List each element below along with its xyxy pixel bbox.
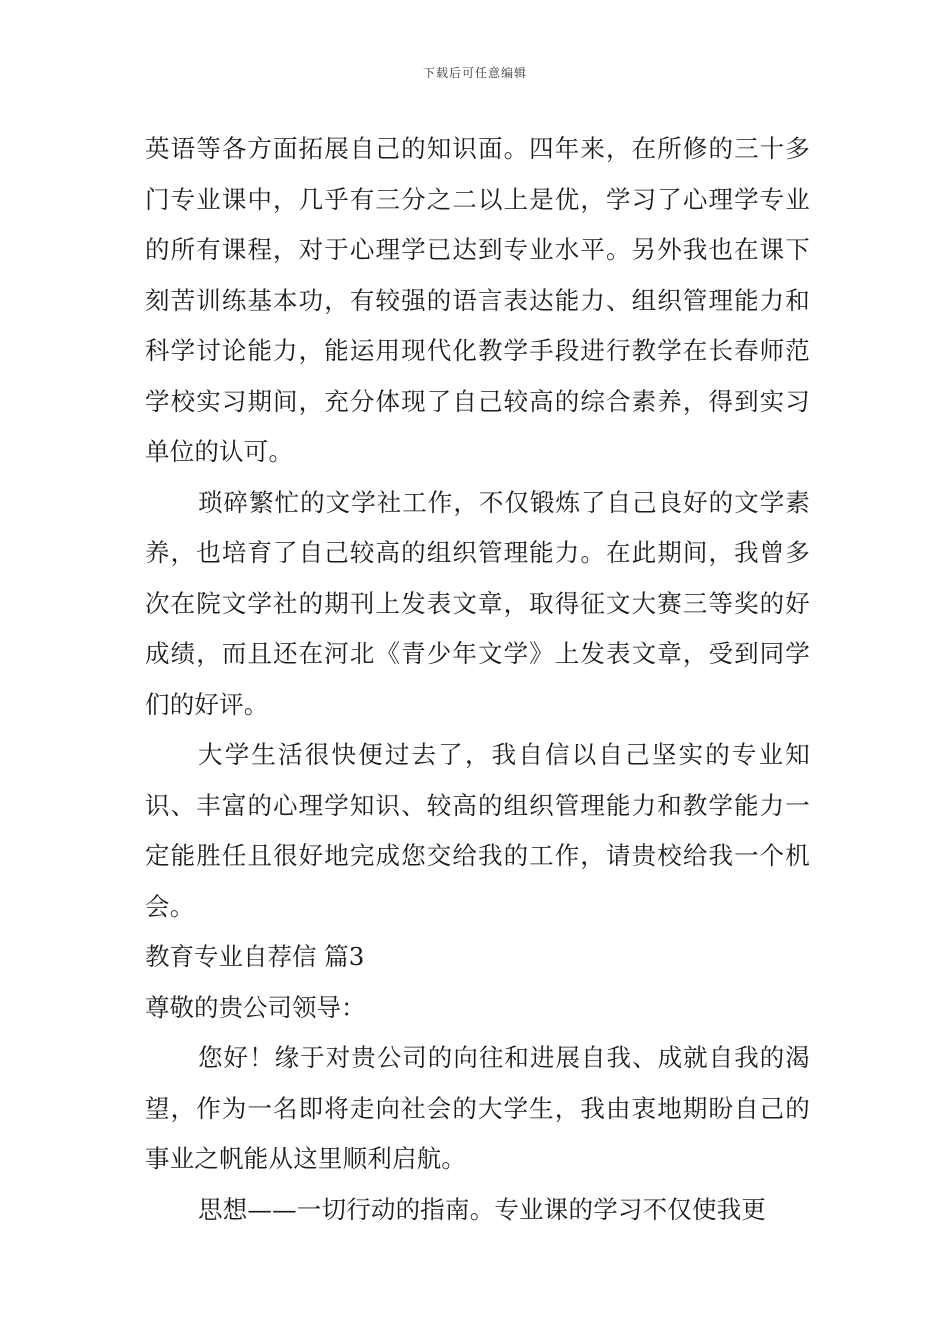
section-title: 教育专业自荐信 篇3 bbox=[145, 942, 365, 971]
paragraph-greeting: 您好！缘于对贵公司的向往和进展自我、成就自我的渴望，作为一名即将走向社会的大学生，我由衷地期盼自己的事业之帆能从这里顺利启航。 bbox=[145, 1043, 810, 1173]
salutation: 尊敬的贵公司领导： bbox=[145, 992, 366, 1022]
paragraph-conclusion: 大学生活很快便过去了，我自信以自己坚实的专业知识、丰富的心理学知识、较高的组织管理能力和教学能力一定能胜任且很好地完成您交给我的工作，请贵校给我一个机会。 bbox=[145, 740, 810, 921]
document-body bbox=[145, 124, 810, 1235]
paragraph-knowledge: 英语等各方面拓展自己的知识面。四年来，在所修的三十多门专业课中，几乎有三分之二以上是优，学习了心理学专业的所有课程，对于心理学已达到专业水平。另外我也在课下刻苦训练基本功，有较强的语言表达能力、组织管理能力和科学讨论能力，能运用现代化教学手段进行教学在长春师范学校实习期间，充分体现了自己较高的综合素养，得到实习单位的认可。 bbox=[145, 134, 810, 466]
paragraph-thought: 思想——一切行动的指南。专业课的学习不仅使我更 bbox=[198, 1194, 767, 1224]
page-header: 下载后可任意编辑 bbox=[422, 66, 527, 80]
paragraph-literary-club: 琐碎繁忙的文学社工作，不仅锻炼了自己良好的文学素养，也培育了自己较高的组织管理能力。在此期间，我曾多次在院文学社的期刊上发表文章，取得征文大赛三等奖的好成绩，而且还在河北《青少年文学》上发表文章，受到同学们的好评。 bbox=[145, 487, 810, 719]
